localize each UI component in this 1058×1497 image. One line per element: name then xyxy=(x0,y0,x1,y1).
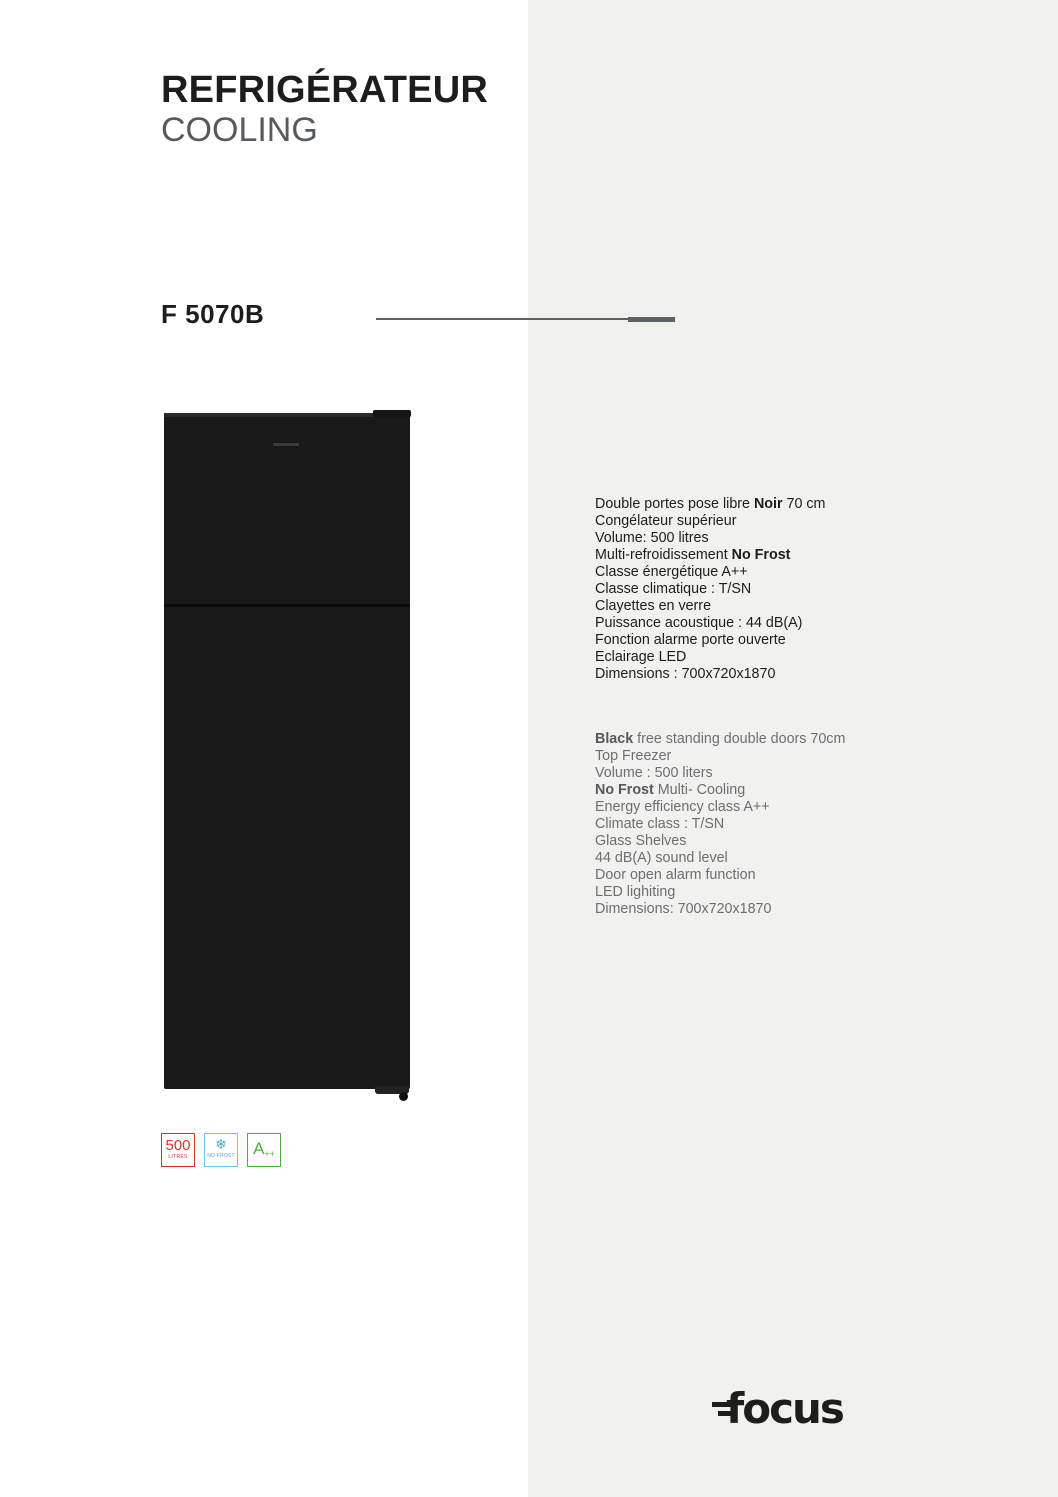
spec-text-bold: No Frost xyxy=(595,782,654,798)
fridge-body xyxy=(164,415,410,1089)
spec-text: Multi-refroidissement xyxy=(595,547,732,563)
divider-accent xyxy=(628,317,675,322)
spec-fr-line: Fonction alarme porte ouverte xyxy=(595,632,786,648)
spec-text: free standing double doors 70cm xyxy=(633,731,846,747)
spec-fr-line xyxy=(595,496,1015,513)
spec-fr-line: Volume: 500 litres xyxy=(595,530,709,546)
spec-fr-line: Eclairage LED xyxy=(595,649,687,665)
spec-en-line: Glass Shelves xyxy=(595,833,687,849)
spec-en-line: Climate class : T/SN xyxy=(595,816,725,832)
energy-class-badge xyxy=(247,1133,281,1167)
spec-en-line: 44 dB(A) sound level xyxy=(595,850,728,866)
fridge-wheel xyxy=(399,1092,408,1101)
fridge-hinge xyxy=(373,410,411,417)
specs-english xyxy=(595,731,1015,918)
spec-en-line xyxy=(595,731,1015,748)
spec-en-line: Volume : 500 liters xyxy=(595,765,713,781)
spec-en-line: Energy efficiency class A++ xyxy=(595,799,770,815)
nofrost-badge xyxy=(204,1133,238,1167)
spec-en-line: Door open alarm function xyxy=(595,867,756,883)
snowflake-icon: ❄ xyxy=(215,1136,227,1152)
divider-line xyxy=(376,318,630,320)
spec-text: Multi- Cooling xyxy=(653,782,746,798)
spec-text: 70 cm xyxy=(782,496,826,512)
volume-badge xyxy=(161,1133,195,1167)
volume-badge-unit: LITRES xyxy=(168,1154,188,1160)
spec-fr-line xyxy=(595,547,1015,564)
specs-french xyxy=(595,496,1015,683)
volume-badge-value: 500 xyxy=(165,1137,191,1154)
spec-fr-line: Clayettes en verre xyxy=(595,598,712,614)
spec-fr-line: Puissance acoustique : 44 dB(A) xyxy=(595,615,803,631)
spec-fr-line: Classe climatique : T/SN xyxy=(595,581,752,597)
brand-logo xyxy=(712,1384,902,1434)
model-number: F 5070B xyxy=(161,299,265,329)
spec-fr-line: Dimensions : 700x720x1870 xyxy=(595,666,776,682)
page-title: REFRIGÉRATEUR xyxy=(161,69,489,111)
energy-class-letter: A xyxy=(253,1139,265,1158)
nofrost-badge-label: NO FROST xyxy=(207,1153,235,1159)
energy-class-suffix: ++ xyxy=(264,1149,275,1159)
brand-logo-text: focus xyxy=(726,1384,843,1433)
spec-en-line: LED lighiting xyxy=(595,884,676,900)
fridge-door-split xyxy=(164,604,410,607)
spec-fr-line: Congélateur supérieur xyxy=(595,513,737,529)
spec-text: Double portes pose libre xyxy=(595,496,754,512)
spec-en-line: Dimensions: 700x720x1870 xyxy=(595,901,772,917)
fridge-logo-mark xyxy=(273,443,299,446)
page-subtitle: COOLING xyxy=(161,111,318,149)
spec-en-line xyxy=(595,782,1015,799)
product-image xyxy=(161,410,413,1102)
spec-text-bold: Black xyxy=(595,731,634,747)
spec-text-bold: Noir xyxy=(753,496,783,512)
spec-text-bold: No Frost xyxy=(731,547,791,563)
spec-en-line: Top Freezer xyxy=(595,748,672,764)
spec-fr-line: Classe énergétique A++ xyxy=(595,564,748,580)
